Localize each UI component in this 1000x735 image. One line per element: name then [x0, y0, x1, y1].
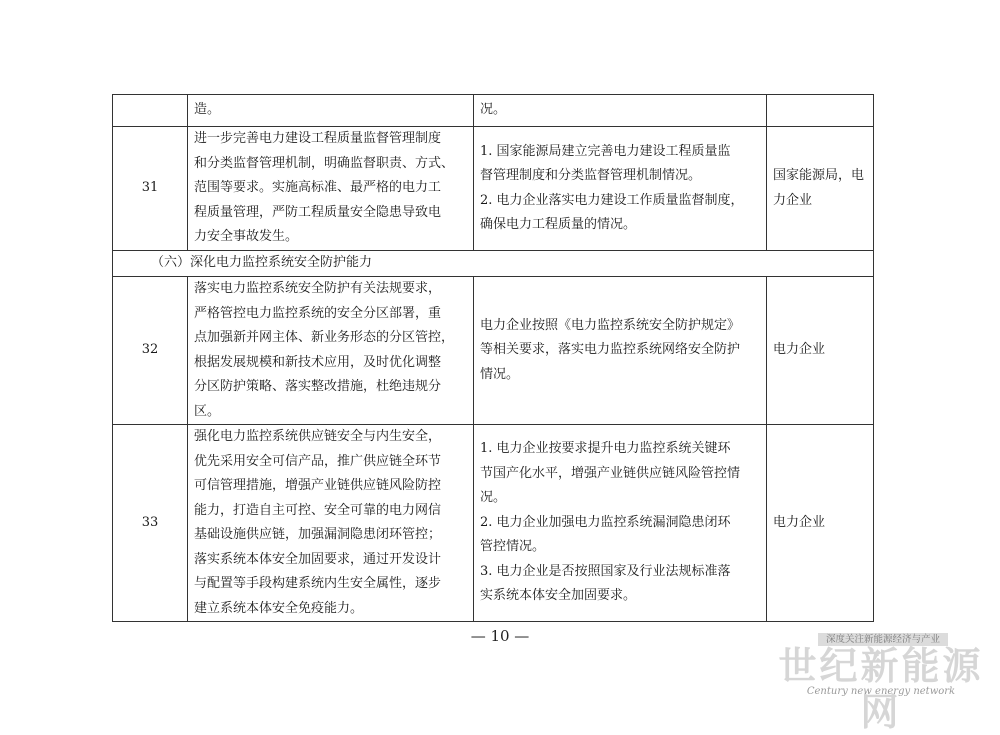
- standard-text: [474, 127, 767, 251]
- text-line: 实系统本体安全加固要求。: [480, 588, 637, 604]
- requirements-table: [112, 94, 874, 622]
- text-line: 力企业: [773, 192, 813, 208]
- text-line: 点加强新并网主体、新业务形态的分区管控，: [194, 330, 455, 345]
- text-line: 情况。: [480, 366, 520, 382]
- requirement-text: [188, 277, 474, 425]
- text-line: 3. 电力企业是否按照国家及行业法规标准落: [480, 563, 731, 579]
- text-line: 和分类监督管理机制，明确监督职责、方式、: [194, 155, 455, 171]
- text-line: 国家能源局，电: [773, 168, 865, 183]
- text-line: 范围等要求。实施高标准、最严格的电力工: [194, 180, 442, 196]
- section-heading-row: [113, 251, 874, 277]
- text-line: 分区防护策略、落实整改措施，杜绝违规分: [194, 379, 442, 394]
- text-line: 优先采用安全可信产品，推广供应链全环节: [194, 453, 442, 469]
- row-number: 32: [113, 277, 188, 425]
- table-row: [113, 95, 874, 127]
- standard-text: [474, 425, 767, 622]
- text-line: 与配置等手段构建系统内生安全属性，逐步: [194, 576, 442, 591]
- table-row: [113, 425, 874, 622]
- row-number: 31: [113, 127, 188, 251]
- text-line: 根据发展规模和新技术应用，及时优化调整: [194, 354, 442, 370]
- text-line: 2. 电力企业加强电力监控系统漏洞隐患闭环: [480, 514, 731, 530]
- text-line: 节国产化水平，增强产业链供应链风险管控情: [480, 465, 741, 481]
- watermark-tagline: 深度关注新能源经济与产业: [818, 633, 948, 646]
- text-line: 强化电力监控系统供应链安全与内生安全，: [194, 429, 442, 444]
- text-line: 电力企业: [773, 342, 826, 358]
- text-line: 可信管理措施，增强产业链供应链风险防控: [194, 478, 442, 493]
- text-line: 电力企业按照《电力监控系统安全防护规定》: [480, 317, 741, 333]
- text-line: 1. 电力企业按要求提升电力监控系统关键环: [480, 441, 731, 457]
- row-number: 33: [113, 425, 188, 622]
- watermark-logo: 世纪新能源网: [778, 643, 984, 734]
- page-number: — 10 —: [470, 627, 530, 645]
- text-line: 等相关要求，落实电力监控系统网络安全防护: [480, 342, 741, 358]
- text-line: 落实系统本体安全加固要求，通过开发设计: [194, 551, 442, 567]
- section-heading: （六）深化电力监控系统安全防护能力: [113, 251, 874, 277]
- row-number: [113, 95, 188, 127]
- responsible-dept: [767, 425, 874, 622]
- text-line: 程质量管理，严防工程质量安全隐患导致电: [194, 204, 442, 220]
- responsible-dept: [767, 277, 874, 425]
- requirement-text: [188, 425, 474, 622]
- responsible-dept: [767, 127, 874, 251]
- text-line: 况。: [480, 490, 507, 506]
- text-line: 电力企业: [773, 514, 826, 530]
- text-line: 建立系统本体安全免疫能力。: [194, 600, 364, 616]
- text-line: 确保电力工程质量的情况。: [480, 217, 637, 232]
- text-line: 进一步完善电力建设工程质量监督管理制度: [194, 131, 442, 147]
- standard-text: 况。: [474, 95, 767, 127]
- table-row: [113, 127, 874, 251]
- table-row: [113, 277, 874, 425]
- text-line: 1. 国家能源局建立完善电力建设工程质量监: [480, 143, 731, 159]
- requirement-text: 造。: [188, 95, 474, 127]
- text-line: 力安全事故发生。: [194, 229, 299, 245]
- text-line: 基础设施供应链，加强漏洞隐患闭环管控；: [194, 527, 442, 542]
- text-line: 督管理制度和分类监督管理机制情况。: [480, 168, 702, 183]
- text-line: 落实电力监控系统安全防护有关法规要求，: [194, 281, 442, 296]
- text-line: 区。: [194, 403, 221, 419]
- text-line: 严格管控电力监控系统的安全分区部署，重: [194, 305, 442, 321]
- text-line: 管控情况。: [480, 539, 546, 555]
- standard-text: [474, 277, 767, 425]
- requirement-text: [188, 127, 474, 251]
- text-line: 2. 电力企业落实电力建设工作质量监督制度，: [480, 192, 744, 208]
- watermark-logo-en: Century new energy network: [806, 686, 956, 697]
- responsible-dept: [767, 95, 874, 127]
- text-line: 能力，打造自主可控、安全可靠的电力网信: [194, 502, 442, 518]
